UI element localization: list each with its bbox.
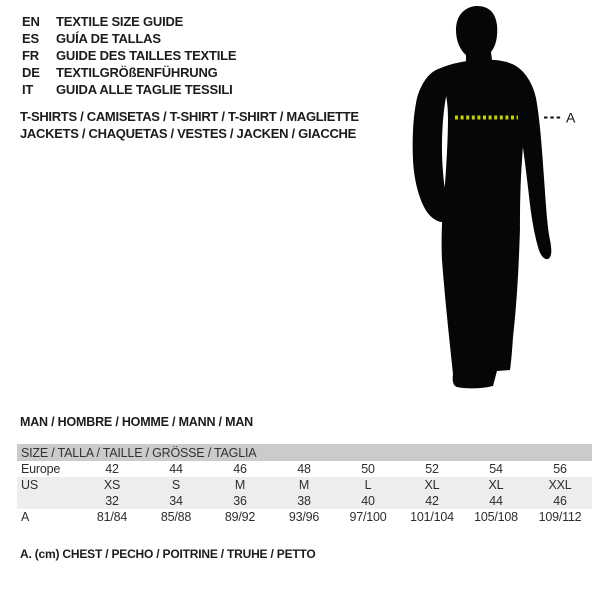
measure-label-a: A bbox=[566, 109, 576, 126]
size-table bbox=[17, 444, 592, 525]
size-cell: 44 bbox=[169, 462, 183, 476]
size-cell: 42 bbox=[105, 462, 119, 476]
language-label: TEXTILE SIZE GUIDE bbox=[56, 14, 184, 29]
language-code: EN bbox=[22, 14, 40, 29]
row-label: A bbox=[21, 510, 30, 524]
size-cell: 105/108 bbox=[474, 510, 518, 524]
language-label: GUIDE DES TAILLES TEXTILE bbox=[56, 48, 237, 63]
language-row-de bbox=[22, 64, 236, 81]
language-code: FR bbox=[22, 48, 39, 63]
table-row-us-numeric bbox=[17, 493, 592, 509]
table-row-chest-cm bbox=[17, 509, 592, 525]
category-line-jackets: JACKETS / CHAQUETAS / VESTES / JACKEN / GIACCHE bbox=[20, 126, 356, 141]
size-cell: XL bbox=[488, 478, 504, 492]
category-block bbox=[20, 108, 359, 142]
size-cell: 54 bbox=[489, 462, 503, 476]
category-line-tshirts: T-SHIRTS / CAMISETAS / T-SHIRT / T-SHIRT / MAGLIETTE bbox=[20, 109, 359, 124]
size-cell: 109/112 bbox=[538, 510, 582, 524]
language-row-it bbox=[22, 81, 236, 98]
size-cell: XL bbox=[424, 478, 440, 492]
language-row-en bbox=[22, 13, 236, 30]
size-table-header: SIZE / TALLA / TAILLE / GRÖSSE / TAGLIA bbox=[17, 444, 592, 461]
size-cell: 85/88 bbox=[160, 510, 192, 524]
size-cell: 97/100 bbox=[349, 510, 387, 524]
size-cell: 44 bbox=[489, 494, 503, 508]
size-cell: 46 bbox=[553, 494, 567, 508]
size-cell: 93/96 bbox=[288, 510, 320, 524]
language-label: TEXTILGRÖßENFÜHRUNG bbox=[56, 65, 218, 80]
size-cell: M bbox=[234, 478, 246, 492]
size-cell: 101/104 bbox=[410, 510, 454, 524]
language-label: GUÍA DE TALLAS bbox=[56, 31, 161, 46]
silhouette-head bbox=[456, 6, 497, 65]
size-cell: 32 bbox=[105, 494, 119, 508]
size-cell: XXL bbox=[548, 478, 572, 492]
measurement-footnote: A. (cm) CHEST / PECHO / POITRINE / TRUHE / PETTO bbox=[20, 547, 316, 561]
table-row-europe bbox=[17, 461, 592, 477]
man-silhouette-figure bbox=[400, 0, 600, 400]
silhouette-body bbox=[433, 60, 527, 389]
size-cell: 52 bbox=[425, 462, 439, 476]
language-code: ES bbox=[22, 31, 39, 46]
section-title-man: MAN / HOMBRE / HOMME / MANN / MAN bbox=[20, 415, 253, 429]
size-cell: 89/92 bbox=[224, 510, 256, 524]
language-label: GUIDA ALLE TAGLIE TESSILI bbox=[56, 82, 233, 97]
size-cell: 46 bbox=[233, 462, 247, 476]
size-cell: XS bbox=[103, 478, 121, 492]
size-cell: 42 bbox=[425, 494, 439, 508]
size-cell: 40 bbox=[361, 494, 375, 508]
row-label: Europe bbox=[21, 462, 61, 476]
size-cell: 48 bbox=[297, 462, 311, 476]
size-cell: S bbox=[171, 478, 181, 492]
size-cell: 81/84 bbox=[96, 510, 128, 524]
table-row-us bbox=[17, 477, 592, 493]
size-cell: 36 bbox=[233, 494, 247, 508]
row-label: US bbox=[21, 478, 38, 492]
size-cell: 38 bbox=[297, 494, 311, 508]
language-row-es bbox=[22, 30, 236, 47]
size-cell: 34 bbox=[169, 494, 183, 508]
language-guide-list bbox=[22, 13, 236, 98]
language-row-fr bbox=[22, 47, 236, 64]
size-cell: L bbox=[364, 478, 372, 492]
size-cell: M bbox=[298, 478, 310, 492]
size-cell: 56 bbox=[553, 462, 567, 476]
language-code: DE bbox=[22, 65, 40, 80]
size-cell: 50 bbox=[361, 462, 375, 476]
man-silhouette bbox=[400, 0, 600, 400]
language-code: IT bbox=[22, 82, 34, 97]
